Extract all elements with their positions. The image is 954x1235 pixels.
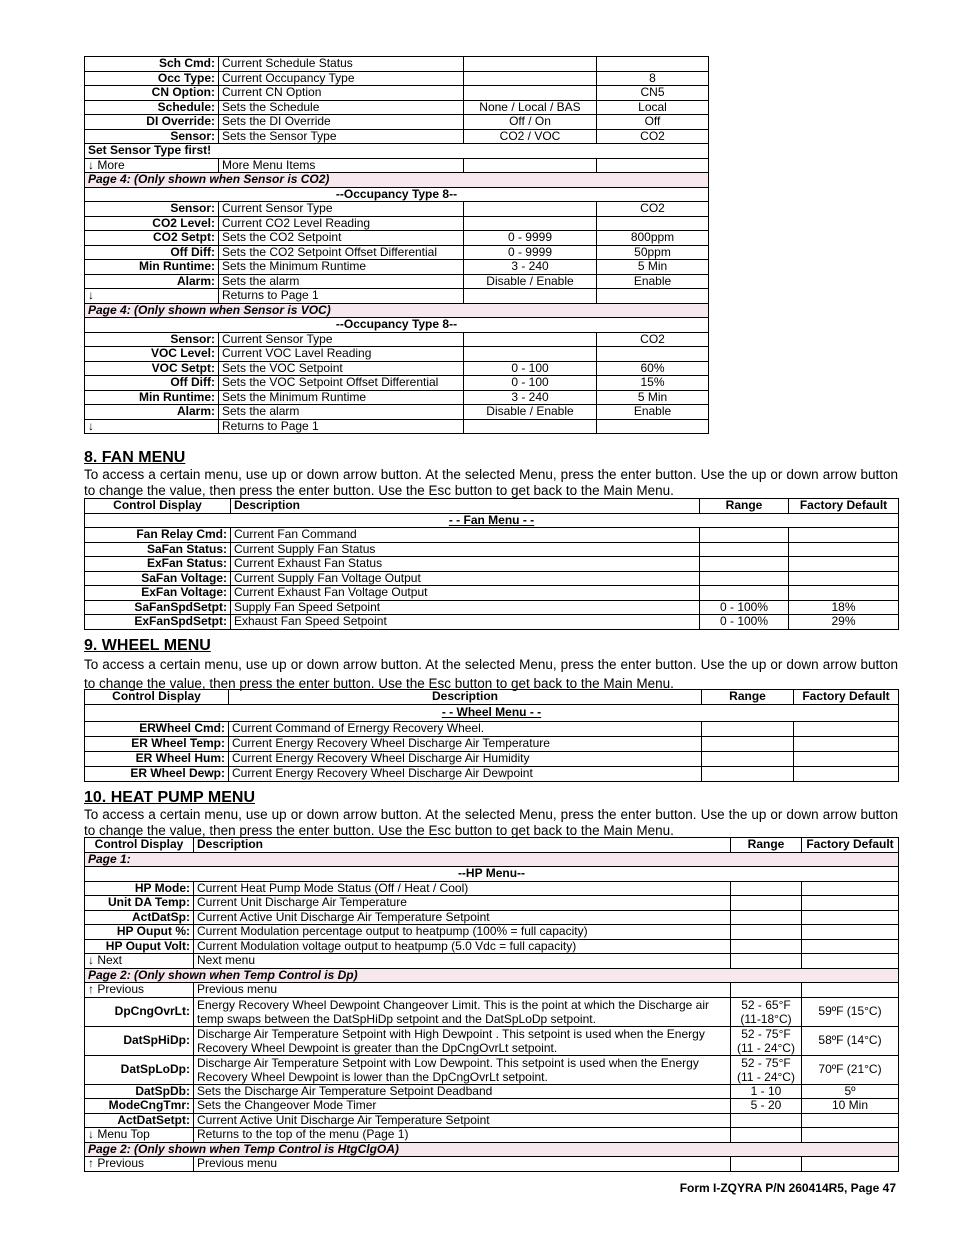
description-cell: Current Exhaust Fan Voltage Output: [231, 586, 700, 601]
table-row: [85, 376, 709, 391]
table-row: [85, 231, 709, 246]
range-cell: Disable / Enable: [464, 274, 597, 289]
range-cell: CO2 / VOC: [464, 129, 597, 144]
factory-default-cell: [794, 736, 899, 751]
control-display-label: ExFanSpdSetpt:: [85, 615, 231, 630]
description-cell: Supply Fan Speed Setpoint: [231, 600, 700, 615]
table-row: [85, 347, 709, 362]
range-cell: [700, 528, 789, 543]
col-factory-default: Factory Default: [789, 499, 899, 514]
wheel-menu-section: [84, 637, 898, 693]
factory-default-cell: 5 Min: [597, 390, 709, 405]
description-cell: Current Command of Ernergy Recovery Wheel.: [229, 721, 702, 736]
table-row: [85, 187, 709, 202]
description-cell: Returns to the top of the menu (Page 1): [194, 1128, 731, 1143]
factory-default-cell: [802, 1128, 899, 1143]
description-cell: Current Schedule Status: [219, 57, 464, 72]
factory-default-cell: [789, 542, 899, 557]
page-condition-label: Page 4: (Only shown when Sensor is CO2): [85, 173, 709, 188]
description-cell: Current Sensor Type: [219, 202, 464, 217]
range-cell: [702, 751, 794, 766]
table-row: [85, 852, 899, 867]
factory-default-cell: [597, 419, 709, 434]
range-cell: [731, 983, 802, 998]
factory-default-cell: [802, 983, 899, 998]
table-row: [85, 766, 899, 781]
description-cell: Sets the Minimum Runtime: [219, 260, 464, 275]
description-cell: Exhaust Fan Speed Setpoint: [231, 615, 700, 630]
range-cell: [731, 925, 802, 940]
range-cell: 52 - 65°F (11-18°C): [731, 997, 802, 1026]
range-cell: 0 - 100%: [700, 600, 789, 615]
control-display-label: SaFan Voltage:: [85, 571, 231, 586]
description-cell: Sets the Minimum Runtime: [219, 390, 464, 405]
description-cell: Current Energy Recovery Wheel Discharge Air Temperature: [229, 736, 702, 751]
factory-default-cell: [802, 939, 899, 954]
description-cell: Sets the Discharge Air Temperature Setpoint Deadband: [194, 1084, 731, 1099]
control-display-label: ER Wheel Hum:: [85, 751, 229, 766]
factory-default-cell: [789, 528, 899, 543]
control-display-label: ExFan Voltage:: [85, 586, 231, 601]
col-range: Range: [702, 690, 794, 705]
control-display-label: Schedule:: [85, 100, 219, 115]
factory-default-cell: [597, 216, 709, 231]
page-footer: Form I-ZQYRA P/N 260414R5, Page 47: [679, 1181, 896, 1195]
description-cell: Returns to Page 1: [219, 419, 464, 434]
description-cell: Current Occupancy Type: [219, 71, 464, 86]
control-display-label: Alarm:: [85, 274, 219, 289]
table-row: [85, 405, 709, 420]
range-cell: [731, 1113, 802, 1128]
description-cell: Sets the CO2 Setpoint Offset Differential: [219, 245, 464, 260]
range-cell: 0 - 9999: [464, 245, 597, 260]
note-text: Set Sensor Type first!: [85, 144, 709, 159]
range-cell: [464, 71, 597, 86]
control-display-label: ModeCngTmr:: [85, 1099, 194, 1114]
col-description: Description: [194, 838, 731, 853]
table-row: [85, 983, 899, 998]
control-display-label: Sensor:: [85, 129, 219, 144]
table-row: [85, 954, 899, 969]
table-row: [85, 173, 709, 188]
nav-item: ↓: [85, 419, 219, 434]
wheel-menu-table: [84, 689, 899, 782]
control-display-label: ERWheel Cmd:: [85, 721, 229, 736]
description-cell: Current Energy Recovery Wheel Discharge Air Humidity: [229, 751, 702, 766]
range-cell: [700, 571, 789, 586]
table-row: [85, 910, 899, 925]
col-description: Description: [231, 499, 700, 514]
table-row: [85, 896, 899, 911]
factory-default-cell: 5º: [802, 1084, 899, 1099]
description-cell: Sets the VOC Setpoint: [219, 361, 464, 376]
control-display-label: ExFan Status:: [85, 557, 231, 572]
factory-default-cell: CO2: [597, 129, 709, 144]
description-cell: Previous menu: [194, 983, 731, 998]
page-condition-label: Page 1:: [85, 852, 899, 867]
range-cell: [731, 954, 802, 969]
control-display-label: HP Ouput Volt:: [85, 939, 194, 954]
submenu-banner: --Occupancy Type 8--: [85, 318, 709, 333]
range-cell: [464, 57, 597, 72]
submenu-banner: --HP Menu--: [85, 867, 899, 882]
table-row: [85, 158, 709, 173]
fan-menu-banner: - - Fan Menu - -: [85, 513, 899, 528]
range-cell: [464, 332, 597, 347]
col-control-display: Control Display: [85, 499, 231, 514]
table-row: [85, 100, 709, 115]
range-cell: Off / On: [464, 115, 597, 130]
table-row: [85, 390, 709, 405]
factory-default-cell: 60%: [597, 361, 709, 376]
range-cell: 52 - 75°F (11 - 24°C): [731, 1055, 802, 1084]
table-row: [85, 586, 899, 601]
table-row: [85, 1055, 899, 1084]
factory-default-cell: [794, 766, 899, 781]
fan-menu-intro: To access a certain menu, use up or down arrow button. At the selected Menu, press the enter button. Use the up or down arrow button to change the value, then press the enter button. Use the Esc button to get back to the Main Menu.: [84, 467, 898, 498]
description-cell: Previous menu: [194, 1157, 731, 1172]
table-row: [85, 274, 709, 289]
range-cell: [731, 939, 802, 954]
description-cell: Sets the alarm: [219, 274, 464, 289]
factory-default-cell: 800ppm: [597, 231, 709, 246]
factory-default-cell: [802, 896, 899, 911]
nav-item: ↑ Previous: [85, 983, 194, 998]
range-cell: [731, 1128, 802, 1143]
factory-default-cell: CN5: [597, 86, 709, 101]
factory-default-cell: Enable: [597, 405, 709, 420]
table-row: [85, 881, 899, 896]
range-cell: 0 - 100: [464, 376, 597, 391]
factory-default-cell: 29%: [789, 615, 899, 630]
range-cell: [464, 347, 597, 362]
factory-default-cell: [794, 721, 899, 736]
control-display-label: Min Runtime:: [85, 390, 219, 405]
economizer-menu-table: [84, 56, 709, 434]
factory-default-cell: [794, 751, 899, 766]
table-row: [85, 1099, 899, 1114]
range-cell: [700, 542, 789, 557]
control-display-label: DatSpDb:: [85, 1084, 194, 1099]
range-cell: [702, 766, 794, 781]
range-cell: [464, 202, 597, 217]
factory-default-cell: 5 Min: [597, 260, 709, 275]
control-display-label: CO2 Level:: [85, 216, 219, 231]
factory-default-cell: [789, 557, 899, 572]
range-cell: 0 - 9999: [464, 231, 597, 246]
table-row: [85, 751, 899, 766]
factory-default-cell: [802, 1157, 899, 1172]
range-cell: [464, 216, 597, 231]
page-condition-label: Page 2: (Only shown when Temp Control is Dp): [85, 968, 899, 983]
table-row: [85, 571, 899, 586]
control-display-label: Min Runtime:: [85, 260, 219, 275]
factory-default-cell: [802, 910, 899, 925]
wheel-menu-banner: - - Wheel Menu - -: [85, 704, 899, 721]
fan-menu-section: [84, 449, 898, 499]
description-cell: Current Modulation percentage output to heatpump (100% = full capacity): [194, 925, 731, 940]
factory-default-cell: Local: [597, 100, 709, 115]
table-row: [85, 997, 899, 1026]
control-display-label: DpCngOvrLt:: [85, 997, 194, 1026]
nav-item: ↓ Next: [85, 954, 194, 969]
range-cell: [731, 1157, 802, 1172]
range-cell: 3 - 240: [464, 390, 597, 405]
nav-item: ↓ Menu Top: [85, 1128, 194, 1143]
table-row: [85, 129, 709, 144]
control-display-label: Sensor:: [85, 332, 219, 347]
factory-default-cell: [789, 571, 899, 586]
description-cell: More Menu Items: [219, 158, 464, 173]
table-row: [85, 867, 899, 882]
description-cell: Current CN Option: [219, 86, 464, 101]
heat-pump-menu-heading: 10. HEAT PUMP MENU: [84, 789, 255, 806]
description-cell: Current VOC Lavel Reading: [219, 347, 464, 362]
table-row: [85, 303, 709, 318]
range-cell: [464, 86, 597, 101]
control-display-label: DatSpLoDp:: [85, 1055, 194, 1084]
table-row: [85, 1142, 899, 1157]
factory-default-cell: [802, 881, 899, 896]
description-cell: Sets the Sensor Type: [219, 129, 464, 144]
table-row: [85, 600, 899, 615]
control-display-label: SaFan Status:: [85, 542, 231, 557]
range-cell: 1 - 10: [731, 1084, 802, 1099]
factory-default-cell: [597, 57, 709, 72]
control-display-label: ER Wheel Temp:: [85, 736, 229, 751]
heat-pump-menu-section: [84, 789, 898, 839]
factory-default-cell: [597, 347, 709, 362]
table-row: [85, 202, 709, 217]
table-row: [85, 615, 899, 630]
description-cell: Sets the VOC Setpoint Offset Differential: [219, 376, 464, 391]
control-display-label: Off Diff:: [85, 245, 219, 260]
description-cell: Current Exhaust Fan Status: [231, 557, 700, 572]
control-display-label: Sensor:: [85, 202, 219, 217]
factory-default-cell: CO2: [597, 202, 709, 217]
description-cell: Current Fan Command: [231, 528, 700, 543]
control-display-label: HP Ouput %:: [85, 925, 194, 940]
description-cell: Current Active Unit Discharge Air Temperature Setpoint: [194, 1113, 731, 1128]
page-condition-label: Page 2: (Only shown when Temp Control is HtgClgOA): [85, 1142, 899, 1157]
wheel-menu-intro: To access a certain menu, use up or down arrow button. At the selected Menu, press the enter button. Use the up or down arrow button to change the value, then press the enter button. Use the Esc button to get back to the Main Menu.: [84, 657, 898, 691]
nav-item: ↓: [85, 289, 219, 304]
range-cell: 5 - 20: [731, 1099, 802, 1114]
description-cell: Next menu: [194, 954, 731, 969]
nav-item: ↑ Previous: [85, 1157, 194, 1172]
control-display-label: VOC Level:: [85, 347, 219, 362]
table-row: [85, 71, 709, 86]
control-display-label: DI Override:: [85, 115, 219, 130]
col-range: Range: [700, 499, 789, 514]
description-cell: Current Heat Pump Mode Status (Off / Heat / Cool): [194, 881, 731, 896]
table-row: [85, 260, 709, 275]
table-row: [85, 245, 709, 260]
control-display-label: SaFanSpdSetpt:: [85, 600, 231, 615]
control-display-label: Off Diff:: [85, 376, 219, 391]
range-cell: Disable / Enable: [464, 405, 597, 420]
control-display-label: Alarm:: [85, 405, 219, 420]
description-cell: Current Energy Recovery Wheel Discharge Air Dewpoint: [229, 766, 702, 781]
range-cell: None / Local / BAS: [464, 100, 597, 115]
range-cell: [702, 721, 794, 736]
heat-pump-menu-intro: To access a certain menu, use up or down arrow button. At the selected Menu, press the enter button. Use the up or down arrow button to change the value, then press the enter button. Use the Esc button to get back to the Main Menu.: [84, 807, 898, 838]
description-cell: Current Modulation voltage output to heatpump (5.0 Vdc = full capacity): [194, 939, 731, 954]
table-row: [85, 361, 709, 376]
range-cell: [464, 289, 597, 304]
table-row: [85, 557, 899, 572]
table-row: [85, 289, 709, 304]
factory-default-cell: 50ppm: [597, 245, 709, 260]
table-row: [85, 542, 899, 557]
nav-item: ↓ More: [85, 158, 219, 173]
factory-default-cell: 15%: [597, 376, 709, 391]
factory-default-cell: 59ºF (15°C): [802, 997, 899, 1026]
table-row: [85, 332, 709, 347]
table-row: [85, 1084, 899, 1099]
range-cell: [731, 910, 802, 925]
table-row: [85, 939, 899, 954]
description-cell: Sets the DI Override: [219, 115, 464, 130]
table-row: [85, 144, 709, 159]
col-description: Description: [229, 690, 702, 705]
description-cell: Current Active Unit Discharge Air Temperature Setpoint: [194, 910, 731, 925]
control-display-label: ActDatSp:: [85, 910, 194, 925]
control-display-label: Sch Cmd:: [85, 57, 219, 72]
factory-default-cell: Off: [597, 115, 709, 130]
factory-default-cell: [802, 925, 899, 940]
description-cell: Returns to Page 1: [219, 289, 464, 304]
fan-menu-heading: 8. FAN MENU: [84, 449, 186, 466]
control-display-label: ActDatSetpt:: [85, 1113, 194, 1128]
factory-default-cell: 18%: [789, 600, 899, 615]
table-row: [85, 721, 899, 736]
description-cell: Sets the Schedule: [219, 100, 464, 115]
control-display-label: CO2 Setpt:: [85, 231, 219, 246]
table-row: [85, 57, 709, 72]
description-cell: Current CO2 Level Reading: [219, 216, 464, 231]
table-row: [85, 736, 899, 751]
factory-default-cell: [597, 289, 709, 304]
col-factory-default: Factory Default: [794, 690, 899, 705]
description-cell: Discharge Air Temperature Setpoint with High Dewpoint . This setpoint is used when the Energy Recovery Wheel Dewpoint is greater than the DpCngOvrLt setpoint.: [194, 1026, 731, 1055]
wheel-menu-heading: 9. WHEEL MENU: [84, 637, 211, 654]
control-display-label: CN Option:: [85, 86, 219, 101]
range-cell: [731, 881, 802, 896]
range-cell: [700, 586, 789, 601]
description-cell: Discharge Air Temperature Setpoint with Low Dewpoint. This setpoint is used when the Energy Recovery Wheel Dewpoint is lower than the DpCngOvrLt setpoint.: [194, 1055, 731, 1084]
control-display-label: Fan Relay Cmd:: [85, 528, 231, 543]
description-cell: Sets the Changeover Mode Timer: [194, 1099, 731, 1114]
table-row: [85, 925, 899, 940]
table-row: [85, 86, 709, 101]
table-row: [85, 115, 709, 130]
description-cell: Sets the CO2 Setpoint: [219, 231, 464, 246]
heat-pump-menu-table: [84, 837, 899, 1172]
table-row: [85, 1113, 899, 1128]
col-control-display: Control Display: [85, 838, 194, 853]
factory-default-cell: 10 Min: [802, 1099, 899, 1114]
description-cell: Current Supply Fan Voltage Output: [231, 571, 700, 586]
col-range: Range: [731, 838, 802, 853]
table-row: [85, 216, 709, 231]
col-factory-default: Factory Default: [802, 838, 899, 853]
factory-default-cell: [597, 158, 709, 173]
control-display-label: VOC Setpt:: [85, 361, 219, 376]
factory-default-cell: CO2: [597, 332, 709, 347]
factory-default-cell: [802, 954, 899, 969]
range-cell: [464, 158, 597, 173]
col-control-display: Control Display: [85, 690, 229, 705]
control-display-label: Occ Type:: [85, 71, 219, 86]
fan-menu-table: [84, 498, 899, 630]
factory-default-cell: 70ºF (21°C): [802, 1055, 899, 1084]
description-cell: Sets the alarm: [219, 405, 464, 420]
range-cell: [464, 419, 597, 434]
range-cell: [700, 557, 789, 572]
table-row: [85, 1157, 899, 1172]
range-cell: 0 - 100: [464, 361, 597, 376]
control-display-label: ER Wheel Dewp:: [85, 766, 229, 781]
page-condition-label: Page 4: (Only shown when Sensor is VOC): [85, 303, 709, 318]
table-row: [85, 318, 709, 333]
description-cell: Current Supply Fan Status: [231, 542, 700, 557]
control-display-label: HP Mode:: [85, 881, 194, 896]
control-display-label: DatSpHiDp:: [85, 1026, 194, 1055]
factory-default-cell: 8: [597, 71, 709, 86]
range-cell: [731, 896, 802, 911]
range-cell: 52 - 75°F (11 - 24°C): [731, 1026, 802, 1055]
table-row: [85, 419, 709, 434]
factory-default-cell: 58ºF (14°C): [802, 1026, 899, 1055]
description-cell: Current Sensor Type: [219, 332, 464, 347]
range-cell: [702, 736, 794, 751]
factory-default-cell: [789, 586, 899, 601]
table-row: [85, 1026, 899, 1055]
factory-default-cell: Enable: [597, 274, 709, 289]
factory-default-cell: [802, 1113, 899, 1128]
table-row: [85, 1128, 899, 1143]
control-display-label: Unit DA Temp:: [85, 896, 194, 911]
description-cell: Energy Recovery Wheel Dewpoint Changeover Limit. This is the point at which the Discharge air temp swaps between the DatSpHiDp setpoint and the DatSpLoDp setpoint.: [194, 997, 731, 1026]
table-row: [85, 528, 899, 543]
table-row: [85, 968, 899, 983]
description-cell: Current Unit Discharge Air Temperature: [194, 896, 731, 911]
range-cell: 3 - 240: [464, 260, 597, 275]
range-cell: 0 - 100%: [700, 615, 789, 630]
submenu-banner: --Occupancy Type 8--: [85, 187, 709, 202]
